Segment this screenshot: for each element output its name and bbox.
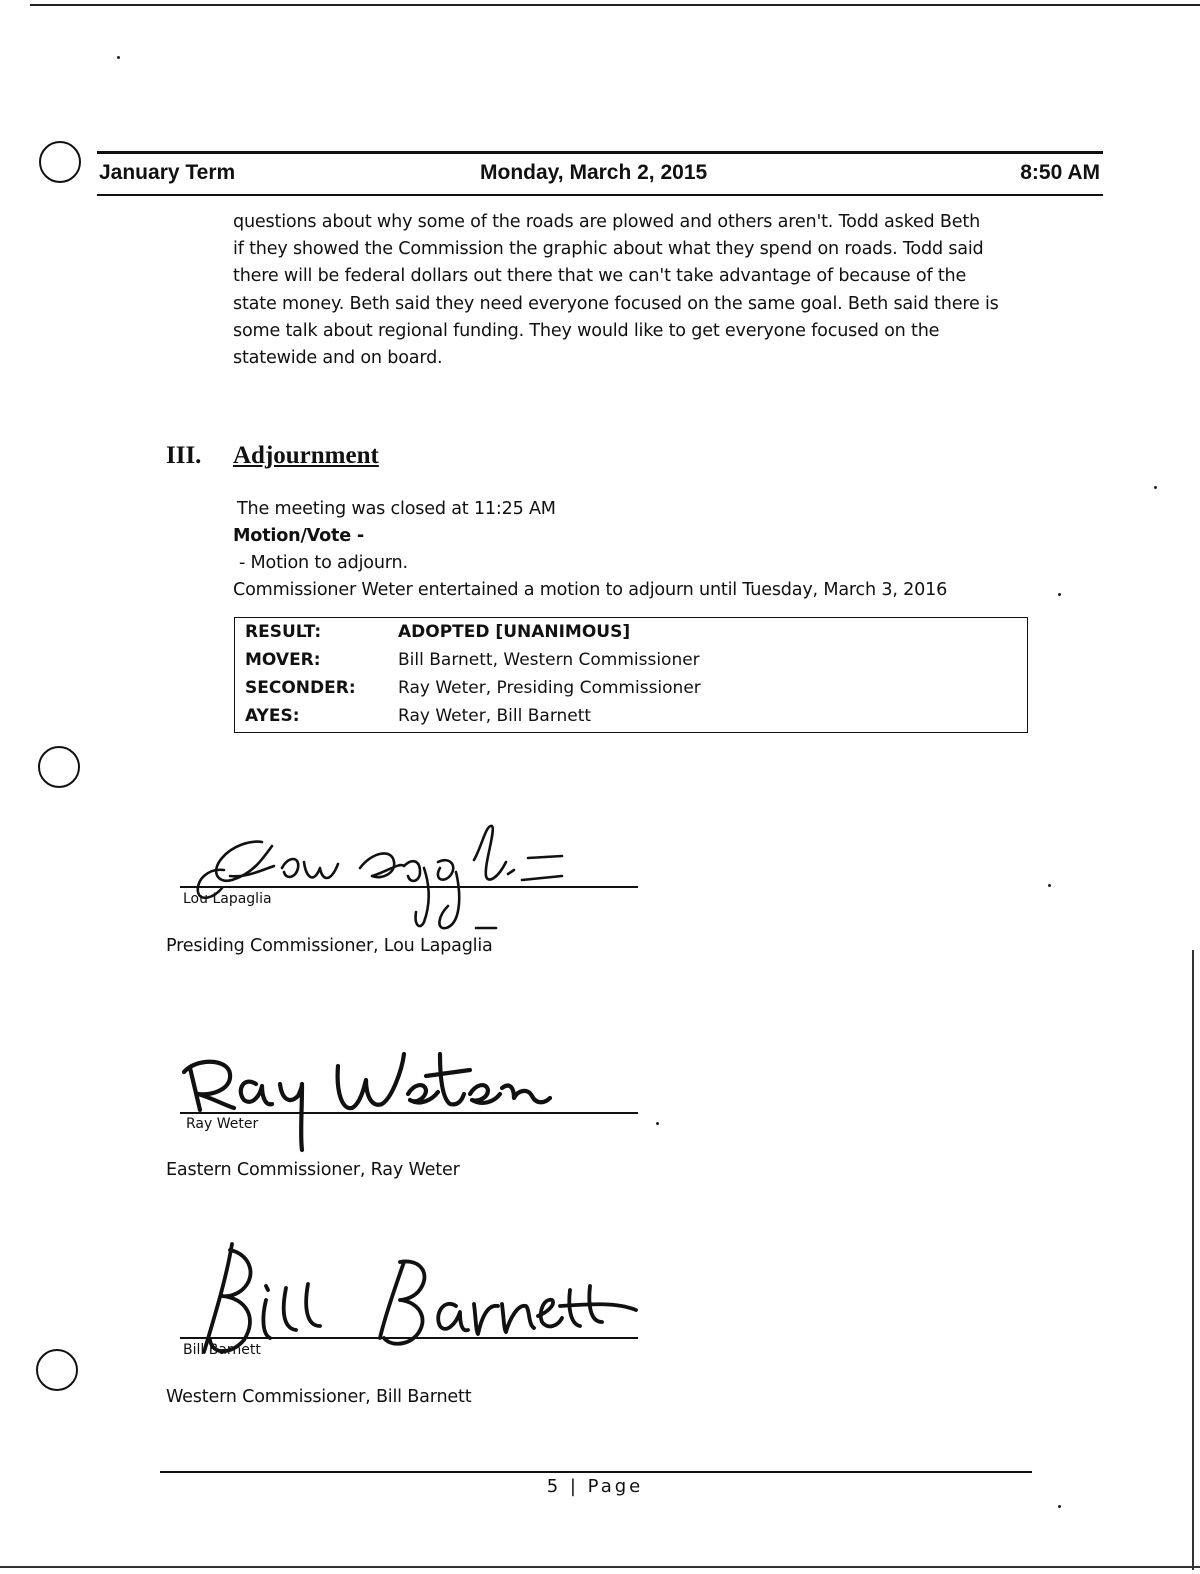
footer-rule bbox=[160, 1471, 1032, 1473]
signature-lapaglia bbox=[198, 826, 562, 928]
signature-line-weter bbox=[180, 1112, 638, 1114]
scan-edge-right bbox=[1192, 950, 1194, 1570]
meeting-closed-line: The meeting was closed at 11:25 AM bbox=[237, 499, 556, 519]
scan-speck bbox=[1048, 884, 1051, 887]
scan-speck bbox=[117, 56, 120, 59]
scan-speck bbox=[1058, 1505, 1061, 1508]
vote-value: Bill Barnett, Western Commissioner bbox=[398, 650, 700, 670]
signature-line-lapaglia bbox=[180, 886, 638, 888]
punch-hole-top bbox=[39, 141, 81, 183]
body-paragraph bbox=[233, 209, 1053, 372]
section-title: Adjournment bbox=[233, 442, 379, 469]
signature-printed-name: Bill Barnett bbox=[183, 1342, 261, 1358]
page-number: 5 | Page bbox=[546, 1476, 644, 1497]
header-term: January Term bbox=[99, 161, 236, 184]
body-line: state money. Beth said they need everyone focused on the same goal. Beth said there is bbox=[233, 293, 999, 314]
vote-value: Ray Weter, Presiding Commissioner bbox=[398, 678, 701, 698]
vote-key: SECONDER: bbox=[245, 678, 356, 698]
vote-result-table bbox=[234, 617, 1028, 733]
header-date: Monday, March 2, 2015 bbox=[480, 161, 708, 184]
signature-caption: Presiding Commissioner, Lou Lapaglia bbox=[166, 936, 493, 956]
header-time: 8:50 AM bbox=[1020, 161, 1100, 184]
body-line: if they showed the Commission the graphic about what they spend on roads. Todd said bbox=[233, 239, 984, 260]
header-rule-bottom bbox=[97, 194, 1103, 196]
body-line: questions about why some of the roads are plowed and others aren't. Todd asked Beth bbox=[233, 212, 981, 232]
vote-key: MOVER: bbox=[245, 650, 321, 670]
signature-printed-name: Lou Lapaglia bbox=[183, 891, 272, 907]
body-line: statewide and on board. bbox=[233, 348, 443, 369]
motion-item: - Motion to adjourn. bbox=[239, 553, 408, 573]
motion-text: Commissioner Weter entertained a motion to adjourn until Tuesday, March 3, 2016 bbox=[233, 580, 948, 600]
scan-edge-bottom bbox=[0, 1566, 1200, 1568]
motion-vote-heading: Motion/Vote - bbox=[233, 526, 364, 546]
scan-speck bbox=[1058, 593, 1061, 596]
signature-printed-name: Ray Weter bbox=[186, 1116, 259, 1132]
body-line: some talk about regional funding. They would like to get everyone focused on the bbox=[233, 320, 940, 341]
header-rule-top bbox=[97, 151, 1103, 154]
punch-hole-bottom bbox=[36, 1349, 78, 1391]
section-number: III. bbox=[166, 442, 202, 469]
vote-value: ADOPTED [UNANIMOUS] bbox=[398, 622, 631, 642]
signature-caption: Eastern Commissioner, Ray Weter bbox=[166, 1160, 460, 1180]
scan-speck bbox=[656, 1122, 659, 1125]
punch-hole-middle bbox=[38, 746, 80, 788]
signature-barnett bbox=[204, 1244, 636, 1352]
scan-speck bbox=[1154, 486, 1157, 489]
signature-weter bbox=[184, 1054, 550, 1150]
vote-value: Ray Weter, Bill Barnett bbox=[398, 706, 592, 726]
signature-caption: Western Commissioner, Bill Barnett bbox=[166, 1387, 472, 1407]
adjournment-details bbox=[233, 496, 1053, 604]
vote-key: AYES: bbox=[245, 706, 300, 726]
scan-edge-top bbox=[30, 4, 1200, 6]
signature-line-barnett bbox=[180, 1337, 638, 1339]
vote-key: RESULT: bbox=[245, 622, 322, 642]
body-line: there will be federal dollars out there that we can't take advantage of because of the bbox=[233, 266, 967, 287]
